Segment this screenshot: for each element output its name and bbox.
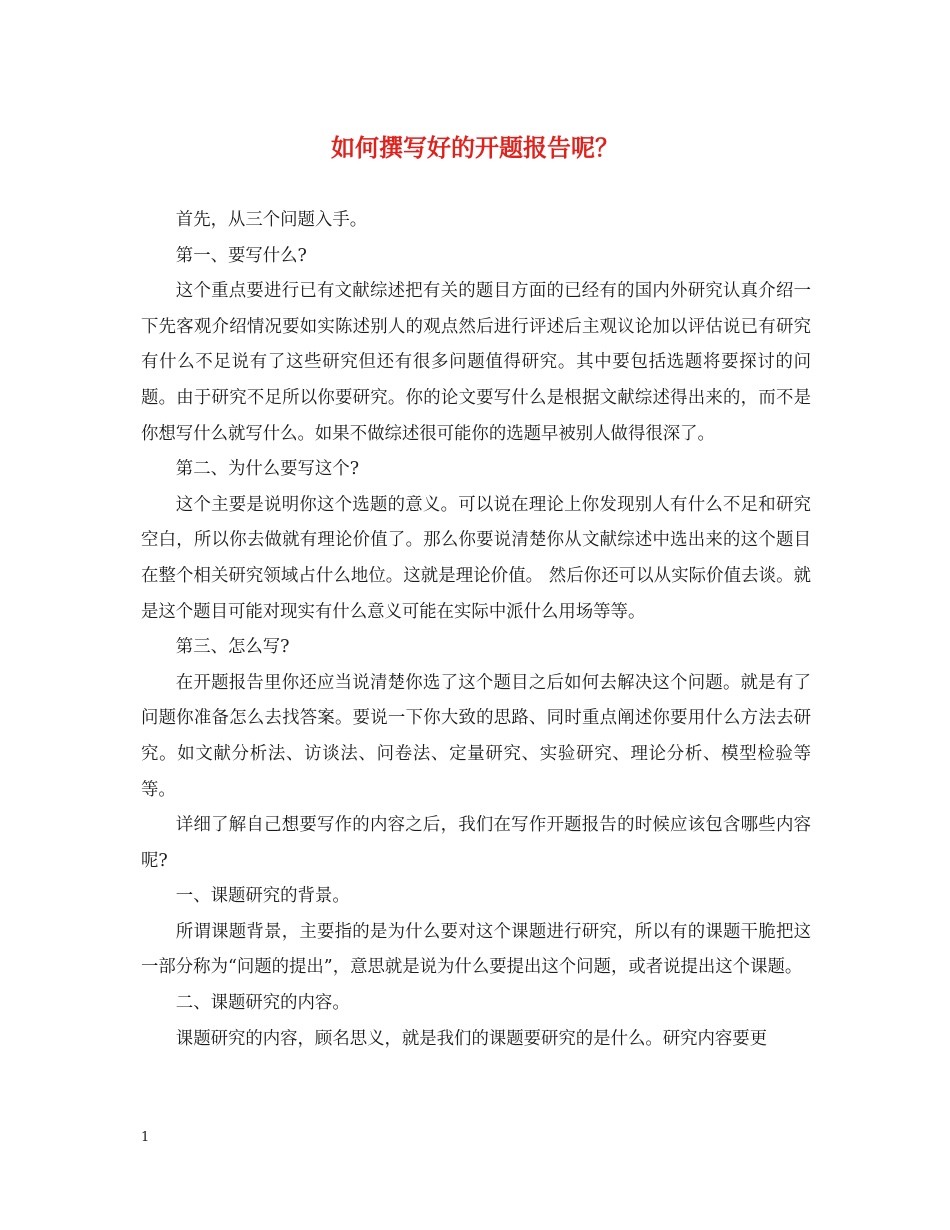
document-title: 如何撰写好的开题报告呢？ [331, 133, 619, 162]
heading-research-content: 二、课题研究的内容。 [175, 993, 350, 1014]
heading-third-question: 第三、怎么写? [175, 637, 290, 658]
page-number: 1 [141, 1130, 150, 1145]
heading-first-question: 第一、要写什么? [175, 245, 307, 266]
heading-second-question: 第二、为什么要写这个? [175, 459, 360, 480]
paragraph-transition: 详细了解自己想要写作的内容之后，我们在写作开题报告的时候应该包含哪些内容呢? [141, 815, 811, 871]
heading-research-background: 一、课题研究的背景。 [175, 886, 350, 907]
paragraph-research-content: 课题研究的内容，顾名思义，就是我们的课题要研究的是什么。研究内容要更 [175, 1028, 768, 1049]
paragraph-second-answer: 这个主要是说明你这个选题的意义。可以说在理论上你发现别人有什么不足和研究空白，所以你去做就有理论价值了。那么你要说清楚你从文献综述中选出来的这个题目在整个相关研究领域占什么地位。这就是理论价值。 然后你还可以从实际价值去谈。就是这个题目可能对现实有什么意义可能在实际中派什么用场等等。 [141, 494, 811, 622]
paragraph-research-background: 所谓课题背景，主要指的是为什么要对这个课题进行研究，所以有的课题干脆把这一部分称为“问题的提出”，意思就是说为什么要提出这个问题，或者说提出这个课题。 [141, 921, 811, 978]
document-body [141, 203, 811, 1057]
paragraph-intro: 首先，从三个问题入手。 [175, 210, 368, 230]
paragraph-first-answer: 这个重点要进行已有文献综述把有关的题目方面的已经有的国内外研究认真介绍一下先客观介绍情况要如实陈述别人的观点然后进行评述后主观议论加以评估说已有研究有什么不足说有了这些研究但还有很多问题值得研究。其中要包括选题将要探讨的问题。由于研究不足所以你要研究。你的论文要写什么是根据文献综述得出来的，而不是你想写什么就写什么。如果不做综述很可能你的选题早被别人做得很深了。 [141, 281, 811, 444]
paragraph-third-answer: 在开题报告里你还应当说清楚你选了这个题目之后如何去解决这个问题。就是有了问题你准备怎么去找答案。要说一下你大致的思路、同时重点阐述你要用什么方法去研究。如文献分析法、访谈法、问卷法、定量研究、实验研究、理论分析、模型检验等等。 [141, 672, 811, 800]
